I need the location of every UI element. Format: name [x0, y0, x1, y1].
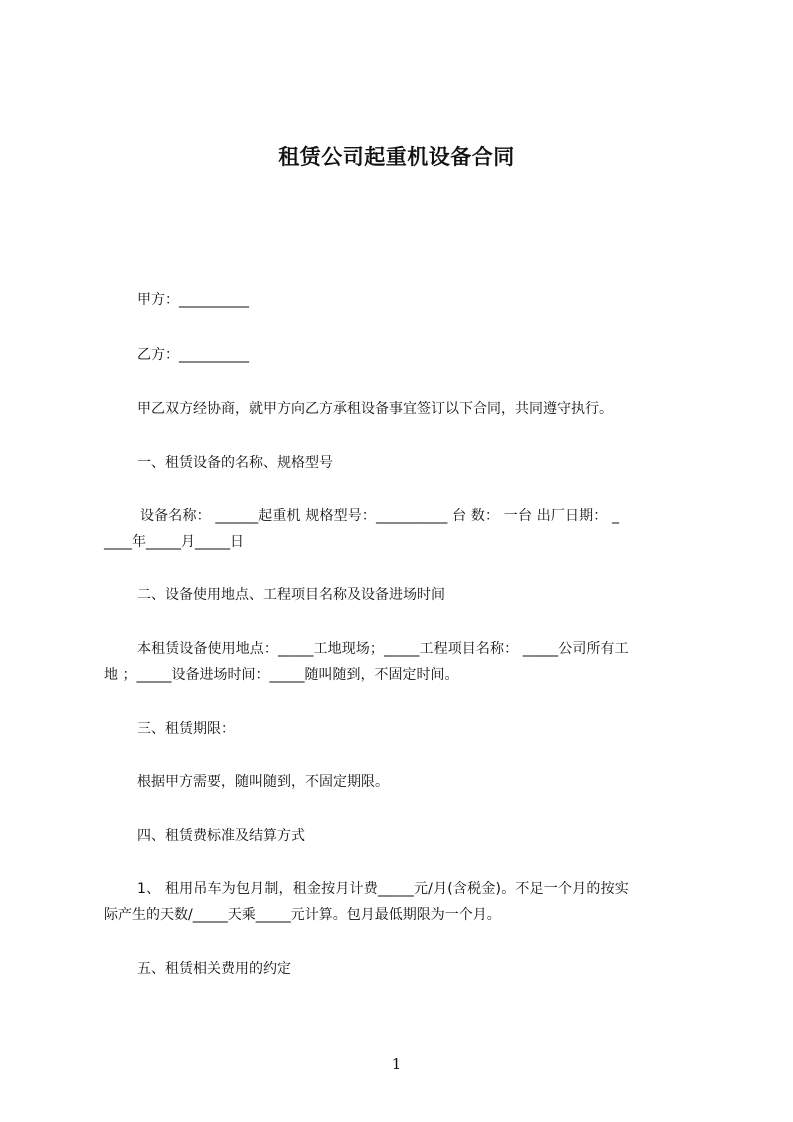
section-1-line-2: ____年_____月_____日: [104, 534, 244, 550]
section-3-body: 根据甲方需要，随叫随到，不固定期限。: [137, 774, 389, 790]
section-4-line-2: 际产生的天数/_____天乘_____元计算。包月最低期限为一个月。: [104, 907, 501, 923]
section-2-heading: 二、设备使用地点、工程项目名称及设备进场时间: [137, 587, 445, 603]
document-title: 租赁公司起重机设备合同: [278, 145, 515, 169]
section-4-line-1: 1、 租用吊车为包月制，租金按月计费_____元/月(含税金)。不足一个月的按实: [137, 881, 629, 897]
page-number: 1: [391, 1055, 402, 1073]
party-a-line: [137, 291, 249, 309]
section-4-heading: 四、租赁费标准及结算方式: [137, 828, 305, 844]
party-a-value: __________: [179, 292, 249, 308]
section-3-heading: 三、租赁期限：: [137, 721, 235, 737]
party-a-label: 甲方：: [137, 292, 179, 308]
party-b-line: [137, 346, 249, 364]
section-1-heading: 一、租赁设备的名称、规格型号: [137, 455, 333, 471]
section-2-line-2: 地 ；_____设备进场时间：_____随叫随到，不固定时间。: [104, 667, 459, 683]
section-1-line-1: 设备名称： ______起重机 规格型号：__________ 台 数： 一台 出厂日期： _: [140, 508, 620, 524]
intro-paragraph: 甲乙双方经协商，就甲方向乙方承租设备事宜签订以下合同，共同遵守执行。: [137, 401, 613, 417]
section-5-heading: 五、租赁相关费用的约定: [137, 961, 291, 977]
section-2-line-1: 本租赁设备使用地点：_____工地现场；_____工程项目名称： _____公司所有工: [137, 641, 629, 657]
party-b-value: __________: [179, 347, 249, 363]
party-b-label: 乙方：: [137, 347, 179, 363]
